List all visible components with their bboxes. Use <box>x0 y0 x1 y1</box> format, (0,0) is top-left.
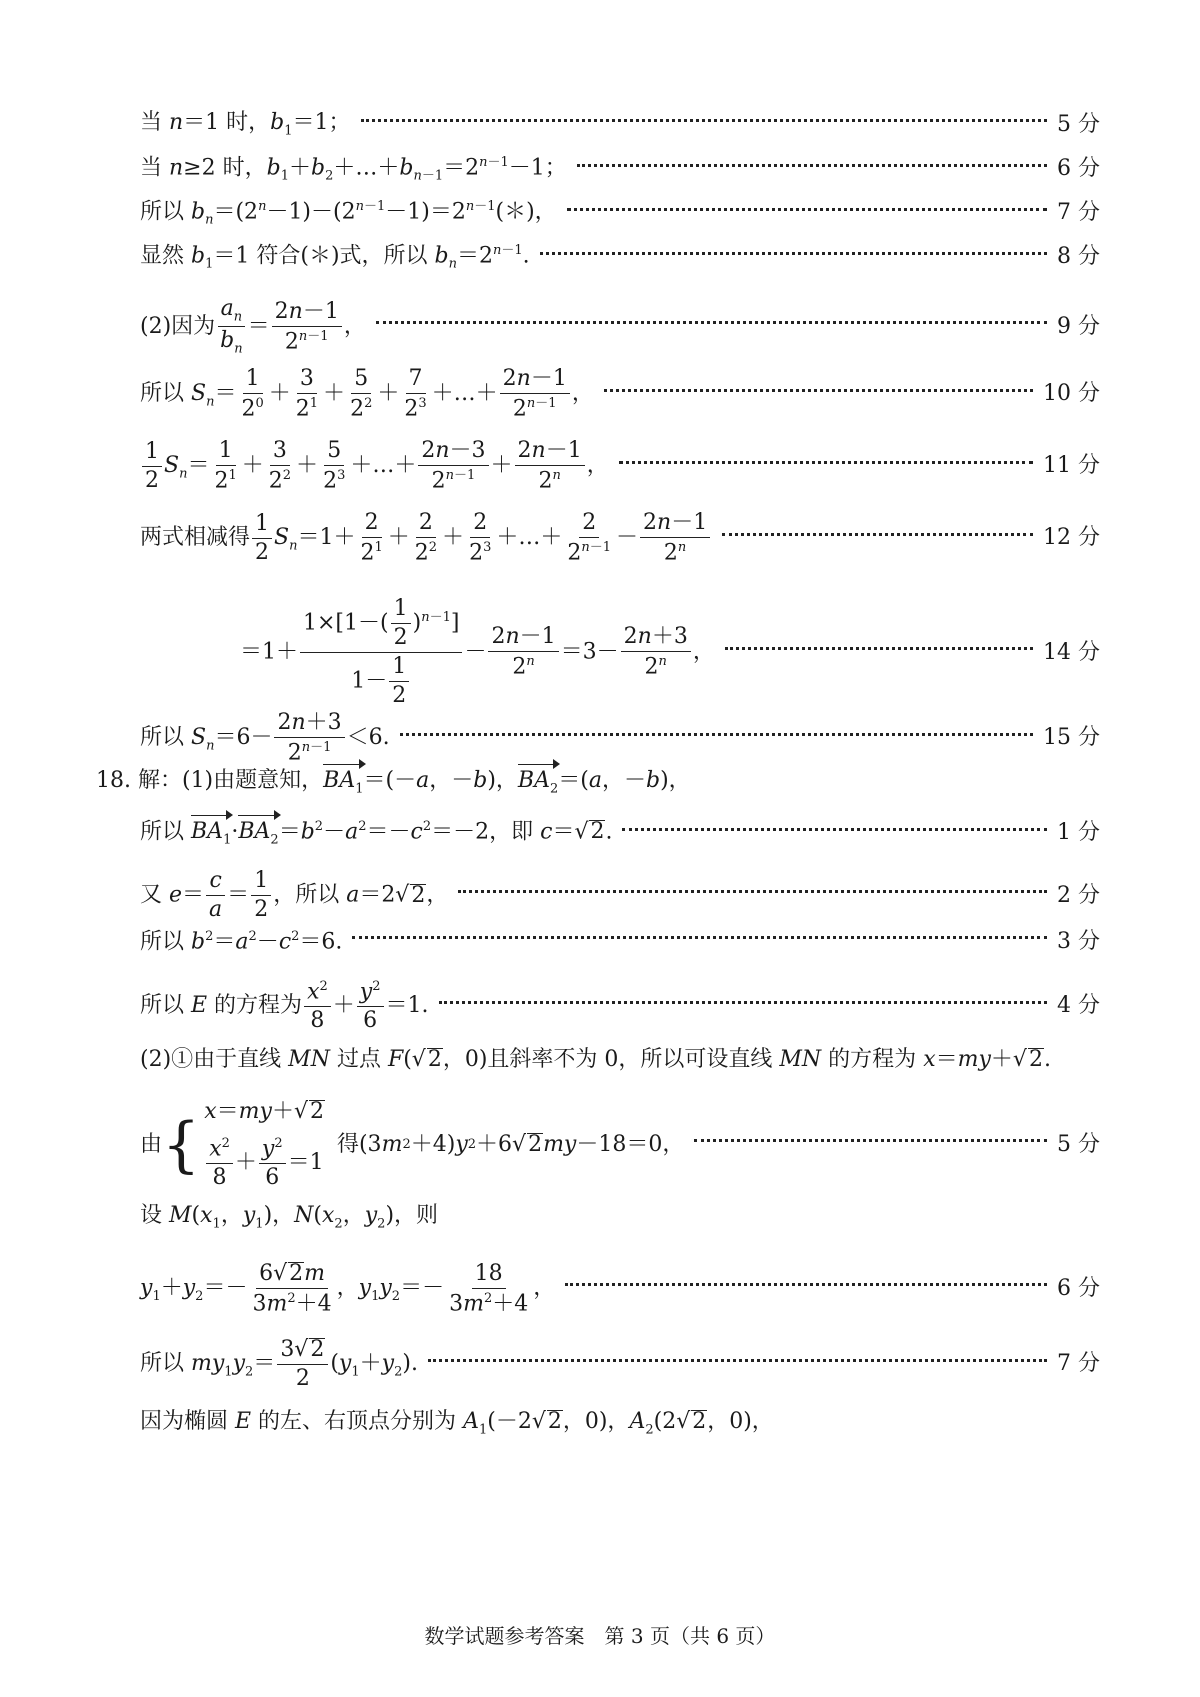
answer-line-15 <box>140 980 1100 1032</box>
answer-line-12 <box>140 820 1100 847</box>
score-points: 1 分 <box>1057 820 1100 846</box>
score-points: 5 分 <box>1057 1131 1100 1157</box>
answer-line-18 <box>140 1205 1100 1230</box>
answer-line-5 <box>140 298 1100 356</box>
score-points: 3 分 <box>1057 928 1100 954</box>
math-expression: 设 $M(x_1$，$y_1$)，$N(x_2$，$y_2$)，则 <box>140 1203 439 1232</box>
leader-dots <box>565 1283 1047 1286</box>
math-expression: 两式相减得 $\frac{1}{2}$ $S_n=1+$ $\frac{2}{2^1}$ ＋ $\frac{2}{2^2}$ ＋ $\frac{2}{2^3}$ ＋…＋ $\frac{2}{2^{n-1}}$ － $\frac{2n-1}{2^n}$ <box>140 512 712 564</box>
math-expression: 当 n≥2 时，$b_1+b_2+\dots+b_{n-1}=2^{n-1}-1$； <box>140 155 567 184</box>
leader-dots <box>352 936 1047 939</box>
score-points: 8 分 <box>1057 244 1100 270</box>
math-expression: 因为椭圆 E 的左、右顶点分别为 $A_1(-2√2$，0)，$A_2(2√2$，0)， <box>140 1409 774 1438</box>
answer-line-20 <box>140 1338 1100 1390</box>
answer-line-4 <box>140 244 1100 271</box>
math-expression: 所以 $S_n=$ $\frac{1}{2^0}$ ＋ $\frac{3}{2^1}$ ＋ $\frac{5}{2^2}$ ＋ $\frac{7}{2^3}$ ＋…＋ $\frac{2n-1}{2^{n-1}}$ ， <box>140 366 594 422</box>
math-expression: ＝1＋ 1×[1－( $\frac{1}{2}$ )$^{n-1}$] 1－ $\frac{1}{2}$ － $\frac{2n-1}{2^n}$ ＝3－ $\frac{2n+3}{2^n}$ ， <box>240 596 715 708</box>
math-expression: 当 n＝1 时，$b_1=1$； <box>140 110 351 139</box>
leader-dots <box>428 1359 1047 1362</box>
score-points: 14 分 <box>1043 639 1100 665</box>
score-points: 11 分 <box>1043 453 1100 479</box>
answer-line-3 <box>140 200 1100 227</box>
leader-dots <box>577 164 1047 167</box>
leader-dots <box>622 828 1047 831</box>
leader-dots <box>540 252 1047 255</box>
score-points: 6 分 <box>1057 1275 1100 1301</box>
math-expression: 18. 解：(1)由题意知，$BA_1=(-a$，－b)，$BA_2=(a$，－b)， <box>96 768 691 797</box>
answer-line-13 <box>140 870 1100 921</box>
answer-line-1 <box>140 112 1100 137</box>
score-points: 6 分 <box>1057 156 1100 182</box>
answer-line-7 <box>140 440 1100 492</box>
answer-line-16 <box>140 1048 1100 1071</box>
math-expression: 所以 $S_n=6-$ $\frac{2n+3}{2^{n-1}}$ ＜6. <box>140 710 390 766</box>
math-expression: (2)①由于直线 MN 过点 F(√2，0)且斜率不为 0，所以可设直线 MN 的方程为 x＝my＋√2. <box>140 1047 1051 1072</box>
math-expression: $y_1+y_2=-$ $\frac{6√2m}{3m^2+4}$ ，$y_1y_2=-$ $\frac{18}{3m^2+4}$ ， <box>140 1260 556 1317</box>
score-points: 5 分 <box>1057 111 1100 137</box>
math-expression: 显然 $b_1=1$ 符合(＊)式，所以 $b_n=2^{n-1}$. <box>140 243 530 272</box>
answer-line-6 <box>140 368 1100 420</box>
math-expression: 所以 $my_1y_2=$ $\frac{3√2}{2}$ $(y_1+y_2)$. <box>140 1337 418 1391</box>
answer-line-8 <box>140 512 1100 564</box>
score-points: 2 分 <box>1057 882 1100 908</box>
math-expression: (2)因为 $\frac{a_n}{b_n}$ ＝ $\frac{2n-1}{2^{n-1}}$ ， <box>140 296 366 357</box>
math-expression: 所以 $b_n=(2^n-1)-(2^{n-1}-1)=2^{n-1}(*)$， <box>140 199 557 228</box>
leader-dots <box>567 208 1047 211</box>
score-points: 4 分 <box>1057 993 1100 1019</box>
answer-line-14 <box>140 930 1100 953</box>
answer-line-19 <box>140 1262 1100 1315</box>
problem-18-heading <box>96 770 1100 795</box>
answer-line-21 <box>140 1410 1100 1436</box>
score-points: 15 分 <box>1043 725 1100 751</box>
leader-dots <box>694 1139 1047 1142</box>
math-expression: 又 e＝ $\frac{c}{a}$ ＝ $\frac{1}{2}$ ，所以 a＝2√2， <box>140 868 449 922</box>
math-expression: 由 { x＝my＋√2 $\frac{x^2}{8}$ ＋ $\frac{y^2}{6}$ ＝1 得(3 m 2 ＋4) y 2 ＋6√ 2 my －18＝0， <box>140 1099 685 1191</box>
leader-dots <box>604 389 1033 392</box>
leader-dots <box>722 533 1033 536</box>
leader-dots <box>725 647 1033 650</box>
leader-dots <box>361 119 1047 122</box>
math-expression: 所以 $BA_1\cdot BA_2=b^2-a^2=-c^2=-2$，即 c＝√2. <box>140 819 613 848</box>
page-footer: 数学试题参考答案 第 3 页（共 6 页） <box>424 1624 776 1648</box>
answer-line-9 <box>240 598 1100 707</box>
score-points: 9 分 <box>1057 313 1100 339</box>
leader-dots <box>458 890 1047 893</box>
score-points: 7 分 <box>1057 1351 1100 1376</box>
math-expression: 所以 E 的方程为 $\frac{x^2}{8}$ ＋ $\frac{y^2}{6}$ ＝1. <box>140 979 429 1034</box>
leader-dots <box>439 1001 1048 1004</box>
math-expression: $\frac{1}{2}$ $S_n=$ $\frac{1}{2^1}$ ＋ $\frac{3}{2^2}$ ＋ $\frac{5}{2^3}$ ＋…＋ $\frac{2n-3}{2^{n-1}}$ ＋ $\frac{2n-1}{2^n}$ ， <box>140 440 609 492</box>
math-expression: 所以 $b^2=a^2-c^2=6$. <box>140 929 343 955</box>
score-points: 10 分 <box>1043 381 1100 407</box>
answer-line-17 <box>140 1100 1100 1189</box>
leader-dots <box>619 461 1033 464</box>
score-points: 7 分 <box>1057 200 1100 226</box>
leader-dots <box>376 321 1047 324</box>
brace-symbol: { <box>162 1109 201 1180</box>
answer-line-2 <box>140 156 1100 183</box>
leader-dots <box>400 733 1033 736</box>
score-points: 12 分 <box>1043 525 1100 551</box>
answer-line-10 <box>140 712 1100 764</box>
